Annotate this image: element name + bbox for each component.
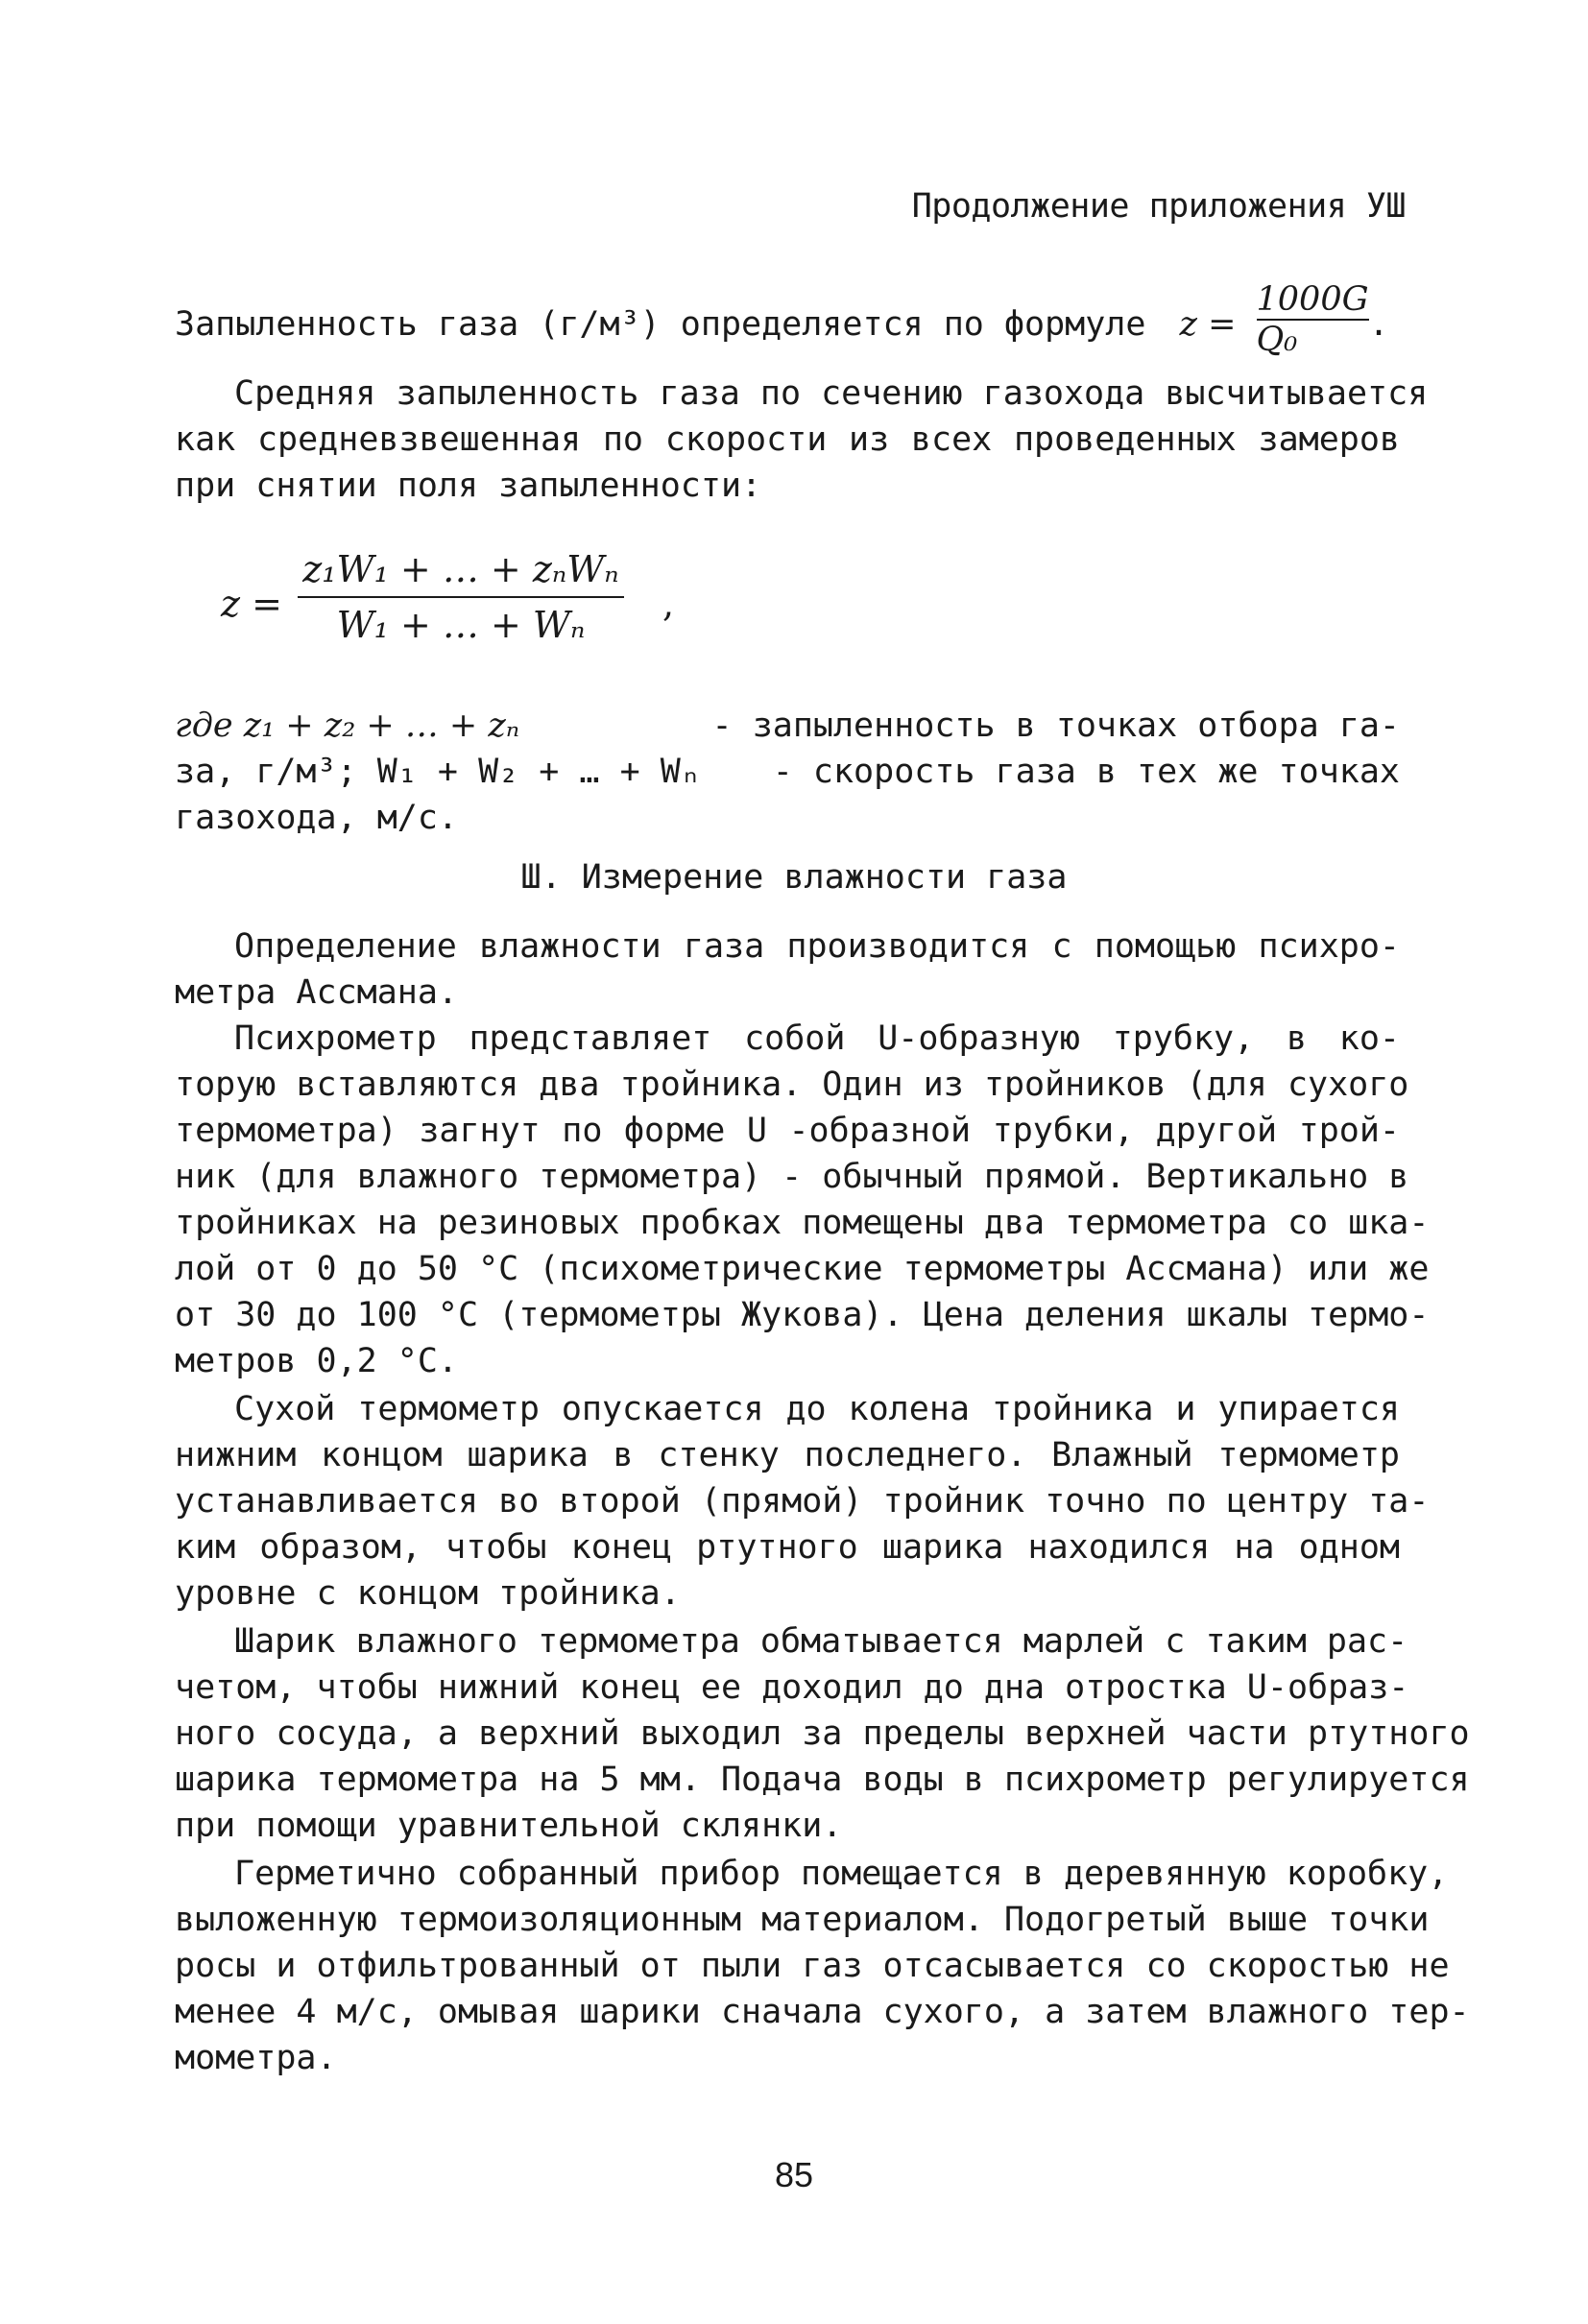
where-velocity-symbols: за, г/м³; W₁ + W₂ + … + Wₙ <box>175 753 701 791</box>
paragraph-line: торую вставляются два тройника. Один из тройников (для сухого <box>175 1066 1409 1104</box>
dust-formula-lhs: z = <box>1179 305 1237 344</box>
paragraph-line: Психрометр представляет собой U-образную трубку, в ко- <box>234 1019 1400 1058</box>
paragraph-line: Сухой термометр опускается до колена тройника и упирается <box>234 1390 1400 1428</box>
paragraph-line: ного сосуда, а верхний выходил за пределы верхней части ртутного <box>175 1714 1470 1753</box>
where-row-1 <box>175 703 1400 749</box>
where-dust-desc: - запыленность в точках отбора га- <box>711 707 1400 745</box>
dust-formula-numerator: 1000G <box>1256 280 1369 319</box>
page-number: 85 <box>774 2155 814 2194</box>
paragraph-line: менее 4 м/с, омывая шарики сначала сухого, а затем влажного тер- <box>175 1993 1470 2031</box>
paragraph-line: Средняя запыленность газа по сечению газохода высчитывается <box>234 374 1429 413</box>
dust-formula-denominator: Q₀ <box>1256 321 1298 359</box>
paragraph-line: мометра. <box>175 2039 337 2077</box>
paragraph-line: ник (для влажного термометра) - обычный прямой. Вертикально в <box>175 1158 1409 1196</box>
appendix-header: Продолжение приложения УШ <box>911 187 1406 226</box>
average-dust-formula <box>221 542 720 667</box>
paragraph-line: лой от 0 до 50 °С (психометрические термометры Ассмана) или же <box>175 1250 1430 1288</box>
avg-formula-lhs: z = <box>221 583 282 625</box>
paragraph-line: Определение влажности газа производится с помощью психро- <box>234 927 1400 966</box>
section-title: Ш. Измерение влажности газа <box>520 858 1068 897</box>
dust-formula-sentence: Запыленность газа (г/м³) определяется по формуле <box>175 305 1146 344</box>
dust-formula-fraction <box>1257 280 1369 359</box>
paragraph-line: метров 0,2 °С. <box>175 1342 459 1380</box>
paragraph-line: шарика термометра на 5 мм. Подача воды в психрометр регулируется <box>175 1761 1470 1799</box>
avg-formula-fraction <box>298 542 624 652</box>
paragraph-line: при помощи уравнительной склянки. <box>175 1807 843 1845</box>
paragraph-line: при снятии поля запыленности: <box>175 467 762 505</box>
paragraph-line: выложенную термоизоляционным материалом. Подогретый выше точки <box>175 1901 1430 1939</box>
paragraph-line: Герметично собранный прибор помещается в деревянную коробку, <box>234 1855 1449 1893</box>
paragraph-line: термометра) загнут по форме U -образной трубки, другой трой- <box>175 1112 1400 1150</box>
paragraph-line: четом, чтобы нижний конец ее доходил до дна отростка U-образ- <box>175 1668 1409 1707</box>
paragraph-line: от 30 до 100 °С (термометры Жукова). Цена деления шкалы термо- <box>175 1296 1430 1334</box>
paragraph-line: устанавливается во второй (прямой) тройник точно по центру та- <box>175 1482 1430 1521</box>
dust-formula-line: Запыленность газа (г/м³) определяется по формуле z = $\frac{1000G}{\text{Q₀}}$ . <box>175 280 1389 359</box>
where-dust-symbols: где z₁ + z₂ + … + zₙ <box>175 707 520 745</box>
avg-formula-numerator: z₁W₁ + … + zₙWₙ <box>302 548 619 590</box>
formula-comma: , <box>662 583 675 625</box>
paragraph-line: ким образом, чтобы конец ртутного шарика находился на одном <box>175 1528 1400 1567</box>
where-row-2 <box>175 749 1400 795</box>
avg-formula-denominator: W₁ + … + Wₙ <box>336 604 586 646</box>
where-velocity-desc: - скорость газа в тех же точках <box>772 753 1400 791</box>
paragraph-line: росы и отфильтрованный от пыли газ отсасывается со скоростью не <box>175 1947 1450 1985</box>
where-row-3: газохода, м/с. <box>175 799 459 837</box>
paragraph-line: тройниках на резиновых пробках помещены два термометра со шка- <box>175 1204 1430 1242</box>
paragraph-line: как средневзвешенная по скорости из всех проведенных замеров <box>175 420 1400 459</box>
paragraph-line: Шарик влажного термометра обматывается марлей с таким рас- <box>234 1622 1408 1661</box>
paragraph-line: нижним концом шарика в стенку последнего. Влажный термометр <box>175 1436 1400 1474</box>
paragraph-line: метра Ассмана. <box>175 973 459 1012</box>
paragraph-line: уровне с концом тройника. <box>175 1574 681 1613</box>
